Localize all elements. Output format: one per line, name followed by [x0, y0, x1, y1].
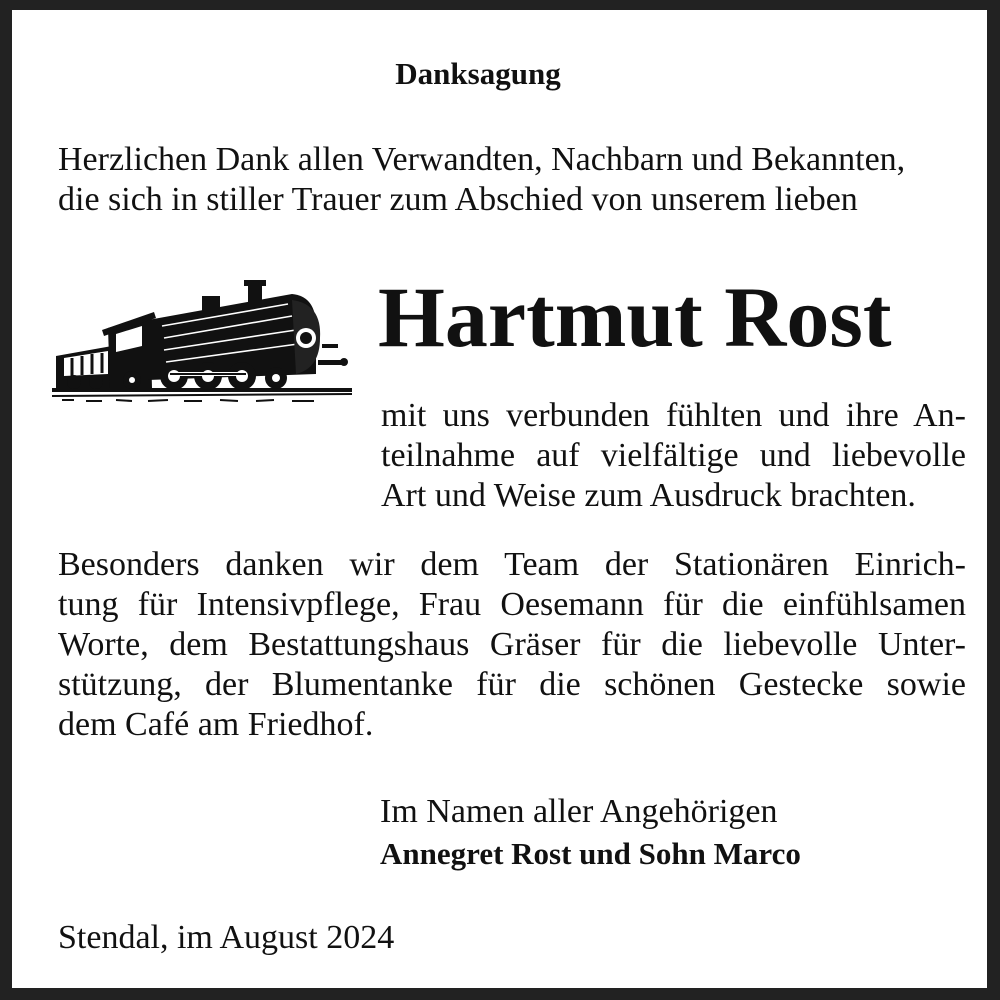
special-thanks-line: tung für Intensivpflege, Frau Oesemann für die einfühlsamen: [58, 586, 966, 623]
closing-phrase: Im Namen aller Angehörigen: [380, 793, 778, 830]
signature: Annegret Rost und Sohn Marco: [380, 836, 801, 871]
special-thanks-line: Besonders danken wir dem Team der Stationären Einrich-: [58, 546, 966, 583]
intro-line: die sich in stiller Trauer zum Abschied von unserem lieben: [58, 181, 858, 218]
special-thanks-line: dem Café am Friedhof.: [58, 706, 374, 743]
gratitude-line: Art und Weise zum Ausdruck brachten.: [381, 477, 916, 514]
special-thanks-line: Worte, dem Bestattungshaus Gräser für die liebevolle Unter-: [58, 626, 966, 663]
special-thanks-line: stützung, der Blumentanke für die schönen Gestecke sowie: [58, 666, 966, 703]
gratitude-paragraph: [381, 396, 966, 516]
deceased-name: Hartmut Rost: [378, 269, 892, 365]
place-date: Stendal, im August 2024: [58, 919, 395, 956]
gratitude-line: teilnahme auf vielfältige und liebevolle: [381, 437, 966, 474]
notice-heading: Danksagung: [395, 56, 561, 91]
intro-paragraph: [58, 140, 968, 220]
gratitude-line: mit uns verbunden fühlten und ihre An-: [381, 397, 966, 434]
intro-line: Herzlichen Dank allen Verwandten, Nachbarn und Bekannten,: [58, 141, 906, 178]
steam-locomotive-icon: [52, 276, 352, 406]
special-thanks-paragraph: [58, 545, 966, 745]
